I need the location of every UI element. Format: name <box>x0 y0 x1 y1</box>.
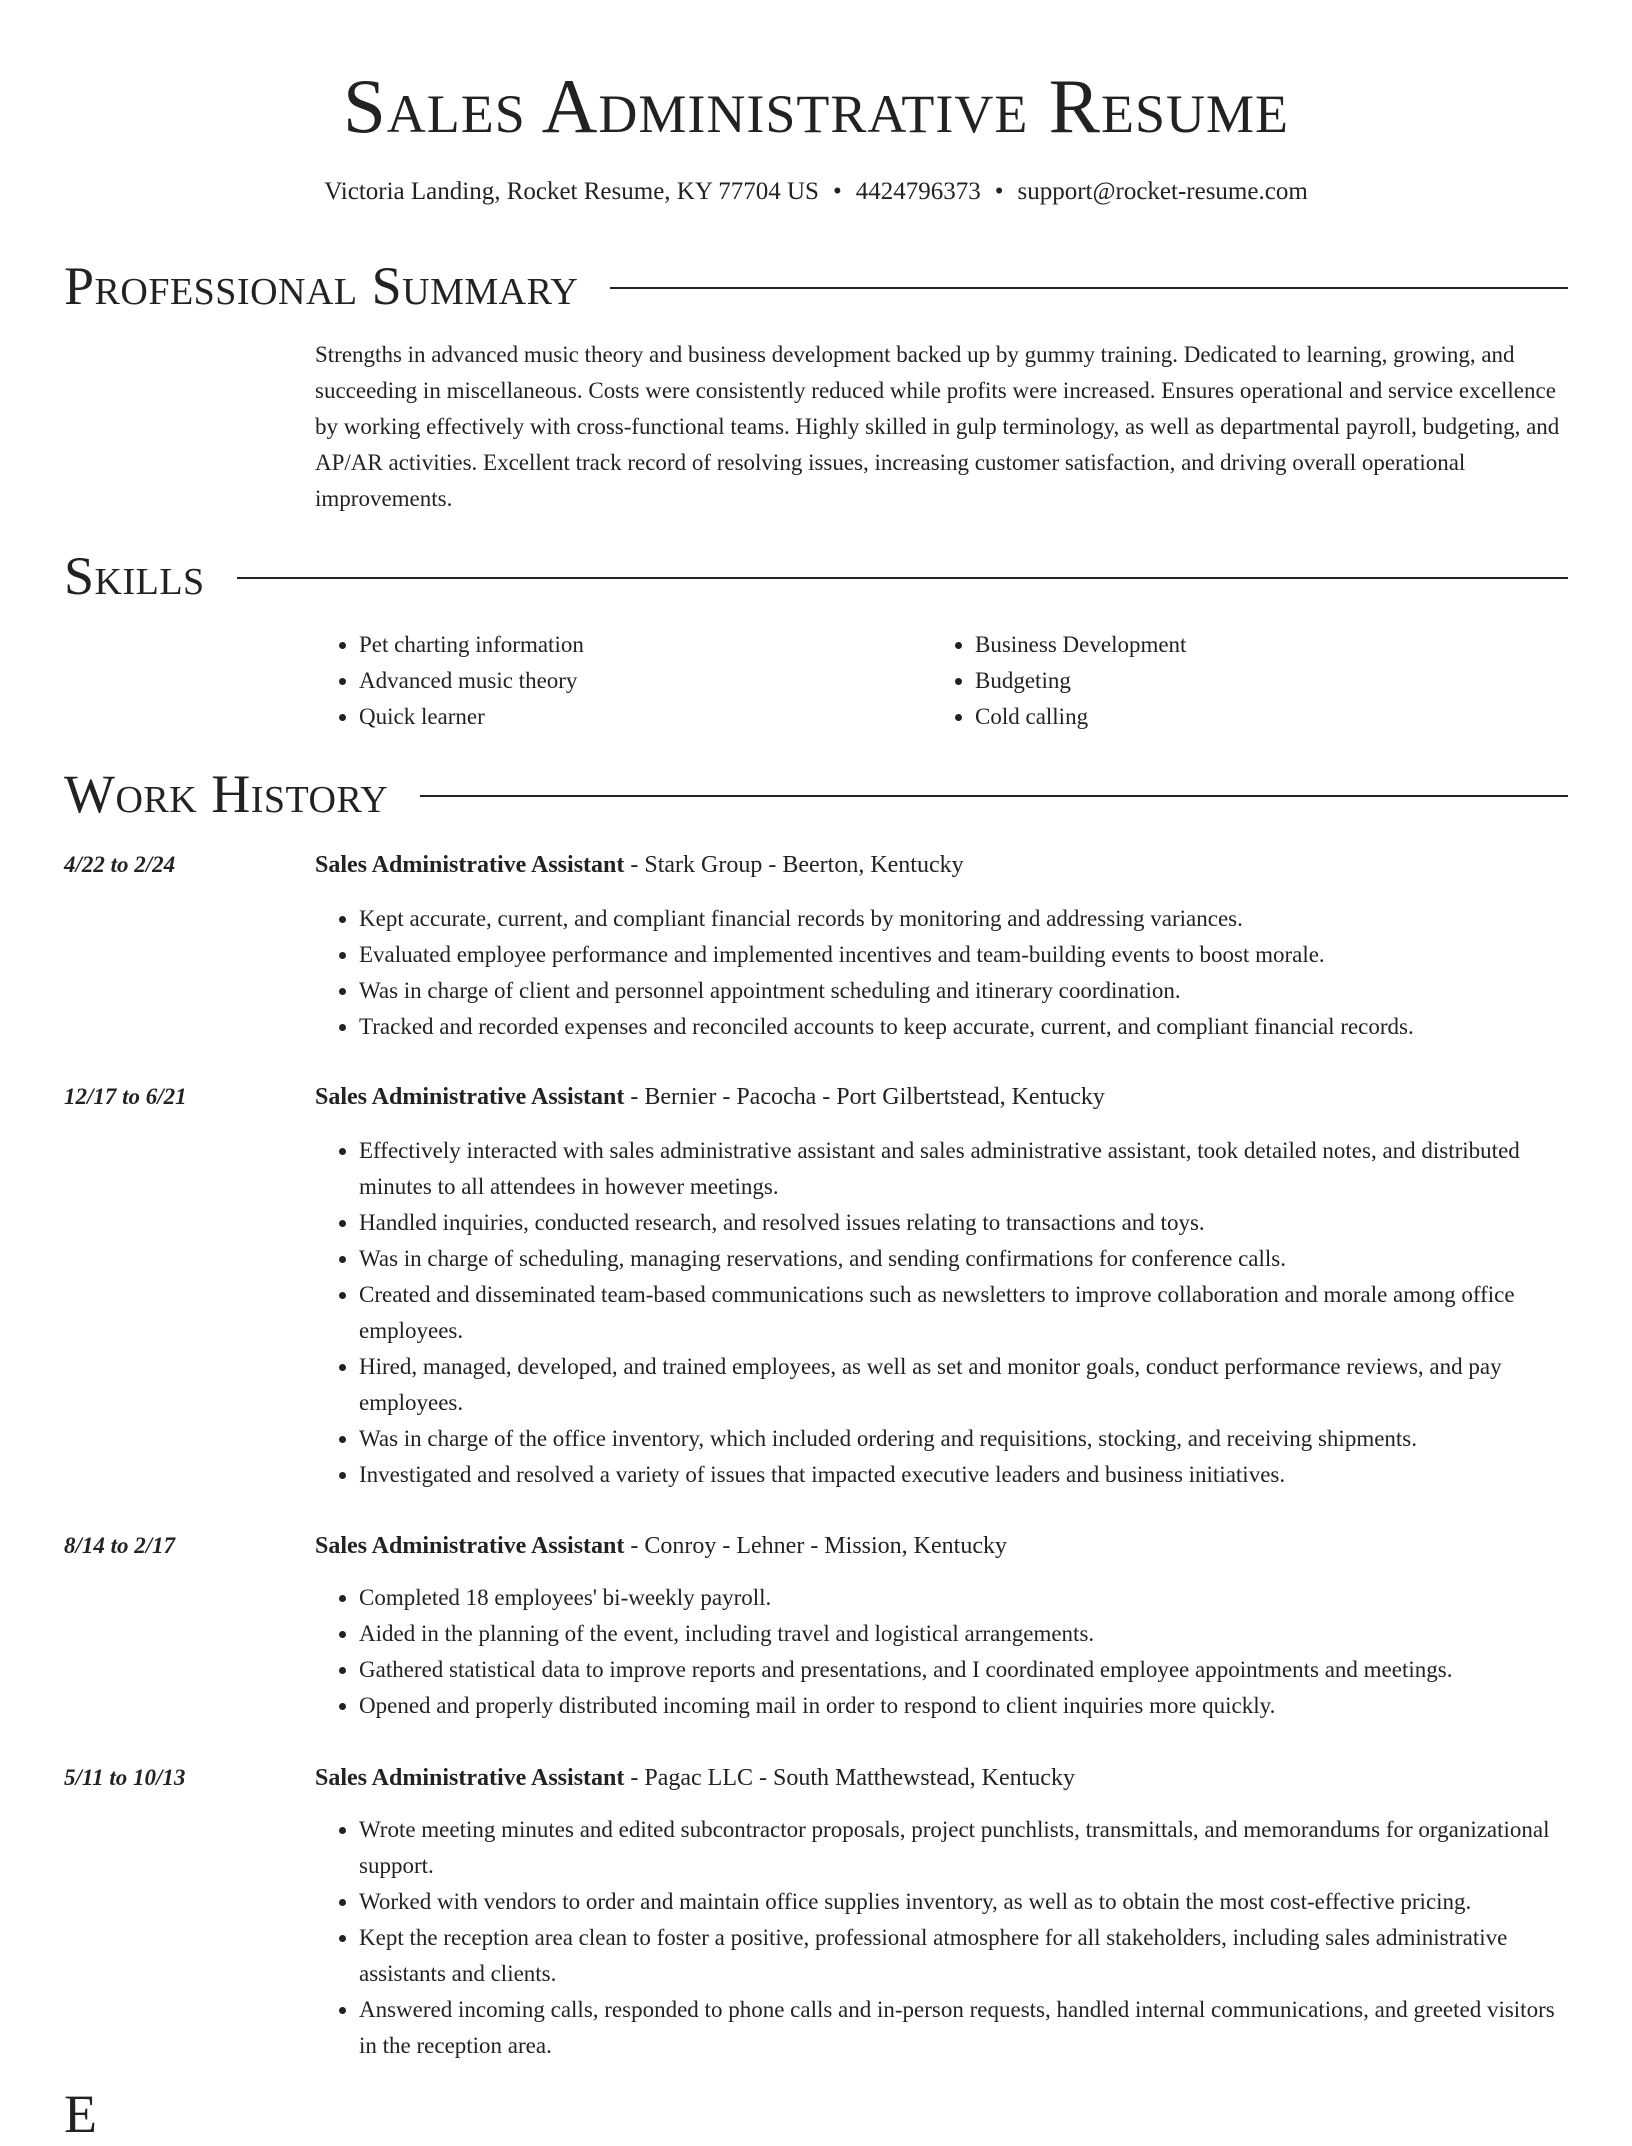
job-bullet: • Effectively interacted with sales administrative assistant and sales administrative assistant, took detailed notes, and distributed minutes to all attendees in however meetings. <box>359 1133 1568 1205</box>
job-dates: 5/11 to 10/13 <box>64 1765 186 1790</box>
skill-item: • Budgeting <box>975 663 1575 699</box>
job-title: Sales Administrative Assistant <box>315 1533 625 1559</box>
contact-line <box>0 174 1632 210</box>
summary-text: Strengths in advanced music theory and business development backed up by gummy training. Dedicated to learning, growing, and succeeding in miscellaneous. Costs were consistently reduced while profits were increased. Ensures operational and service excellence by working effectively with cross-functional teams. Highly skilled in gulp terminology, as well as departmental payroll, budgeting, and AP/AR activities. Excellent track record of resolving issues, increasing customer satisfaction, and driving overall operational improvements. <box>315 342 1560 511</box>
job-bullet: • Was in charge of scheduling, managing reservations, and sending confirmations for conference calls. <box>359 1241 1568 1277</box>
job-dates: 4/22 to 2/24 <box>64 852 176 877</box>
job-bullet: • Hired, managed, developed, and trained employees, as well as set and monitor goals, conduct performance reviews, and pay employees. <box>359 1349 1568 1421</box>
separator-dot: • <box>994 178 1004 205</box>
skill-item: • Quick learner <box>359 699 919 735</box>
job-bullet: • Evaluated employee performance and implemented incentives and team-building events to boost morale. <box>359 937 1568 973</box>
skills-section-header <box>64 544 1568 608</box>
job-company-location: - Pagac LLC - South Matthewstead, Kentucky <box>624 1765 1075 1791</box>
skills-list-left <box>315 627 919 735</box>
job-bullets <box>315 1133 1568 1493</box>
job-company-location: - Bernier - Pacocha - Port Gilbertstead, Kentucky <box>624 1084 1105 1110</box>
job-bullets <box>315 1580 1568 1724</box>
section-heading-summary: Professional Summary <box>64 256 579 316</box>
job-bullet: • Aided in the planning of the event, including travel and logistical arrangements. <box>359 1616 1568 1652</box>
work-section-header <box>64 762 1568 826</box>
job-dates: 12/17 to 6/21 <box>64 1084 187 1109</box>
job-title-line <box>315 1760 1075 1796</box>
skill-item: • Pet charting information <box>359 627 919 663</box>
section-divider <box>610 287 1568 289</box>
summary-section-header <box>64 254 1568 318</box>
skills-list-right <box>931 627 1575 735</box>
job-company-location: - Conroy - Lehner - Mission, Kentucky <box>624 1533 1007 1559</box>
section-divider <box>237 577 1568 579</box>
job-title: Sales Administrative Assistant <box>315 852 625 878</box>
job-title-line <box>315 847 964 883</box>
job-bullet: • Tracked and recorded expenses and reconciled accounts to keep accurate, current, and compliant financial records. <box>359 1009 1568 1045</box>
resume-title: Sales Administrative Resume <box>342 63 1290 149</box>
job-bullet: • Created and disseminated team-based communications such as newsletters to improve collaboration and morale among office employees. <box>359 1277 1568 1349</box>
skill-item: • Business Development <box>975 627 1575 663</box>
job-company-location: - Stark Group - Beerton, Kentucky <box>624 852 964 878</box>
job-bullet: • Wrote meeting minutes and edited subcontractor proposals, project punchlists, transmittals, and memorandums for organizational support. <box>359 1812 1568 1884</box>
job-bullet: • Kept the reception area clean to foster a positive, professional atmosphere for all stakeholders, including sales administrative assistants and clients. <box>359 1920 1568 1992</box>
job-bullet: • Was in charge of the office inventory, which included ordering and requisitions, stocking, and receiving shipments. <box>359 1421 1568 1457</box>
separator-dot: • <box>832 178 842 205</box>
job-bullet: • Handled inquiries, conducted research, and resolved issues relating to transactions and toys. <box>359 1205 1568 1241</box>
job-bullet: • Worked with vendors to order and maintain office supplies inventory, as well as to obtain the most cost-effective pricing. <box>359 1884 1568 1920</box>
skill-item: • Cold calling <box>975 699 1575 735</box>
job-bullets <box>315 1812 1568 2064</box>
job-bullet: • Gathered statistical data to improve reports and presentations, and I coordinated employee appointments and meetings. <box>359 1652 1568 1688</box>
job-bullet: • Opened and properly distributed incoming mail in order to respond to client inquiries more quickly. <box>359 1688 1568 1724</box>
job-bullet: • Completed 18 employees' bi-weekly payroll. <box>359 1580 1568 1616</box>
address: Victoria Landing, Rocket Resume, KY 77704 US <box>324 178 819 205</box>
section-heading-work: Work History <box>64 764 389 824</box>
job-title: Sales Administrative Assistant <box>315 1084 625 1110</box>
job-dates: 8/14 to 2/17 <box>64 1533 176 1558</box>
job-title: Sales Administrative Assistant <box>315 1765 625 1791</box>
job-bullet: • Answered incoming calls, responded to phone calls and in-person requests, handled internal communications, and greeted visitors in the reception area. <box>359 1992 1568 2064</box>
phone: 4424796373 <box>855 178 981 205</box>
job-bullet: • Investigated and resolved a variety of issues that impacted executive leaders and business initiatives. <box>359 1457 1568 1493</box>
job-title-line <box>315 1528 1007 1564</box>
job-bullet: • Was in charge of client and personnel appointment scheduling and itinerary coordination. <box>359 973 1568 1009</box>
job-bullet: • Kept accurate, current, and compliant financial records by monitoring and addressing variances. <box>359 901 1568 937</box>
skill-item: • Advanced music theory <box>359 663 919 699</box>
job-title-line <box>315 1079 1105 1115</box>
job-bullets <box>315 901 1568 1045</box>
section-divider <box>420 795 1568 797</box>
section-heading-skills: Skills <box>64 546 205 606</box>
email: support@rocket-resume.com <box>1017 178 1308 205</box>
section-heading-cut-off: E <box>64 2084 97 2144</box>
